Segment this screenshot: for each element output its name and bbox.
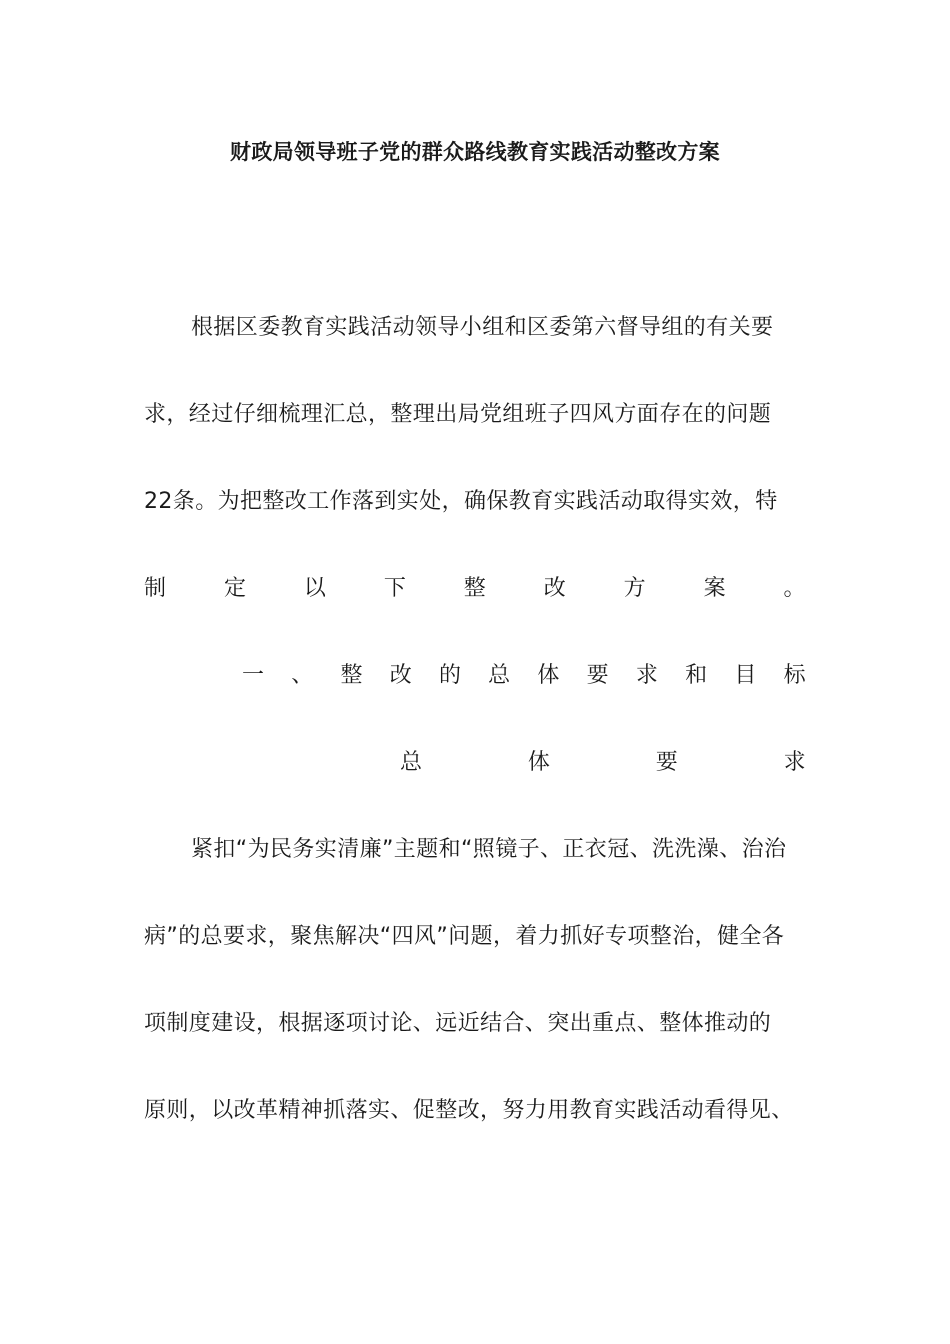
heading-char: 的 — [438, 663, 462, 688]
paragraph-1-line-1: 根据区委教育实践活动领导小组和区委第六督导组的有关要 — [191, 315, 774, 340]
justified-char: 制 — [144, 576, 167, 601]
paragraph-1-line-3: 22条。为把整改工作落到实处，确保教育实践活动取得实效，特 — [144, 489, 778, 514]
justified-char: 。 — [783, 576, 806, 601]
section-1-heading — [242, 661, 806, 691]
justified-char: 改 — [543, 576, 567, 601]
subheading-char: 总 — [400, 750, 423, 775]
heading-char: 改 — [389, 663, 413, 688]
justified-char: 下 — [383, 576, 407, 601]
heading-char: 整 — [340, 663, 363, 688]
paragraph-1-line-4 — [144, 574, 806, 604]
justified-char: 定 — [223, 576, 247, 601]
paragraph-1-line-2: 求，经过仔细梳理汇总，整理出局党组班子四风方面存在的问题 — [144, 402, 772, 427]
justified-char: 以 — [303, 576, 327, 601]
heading-char: 、 — [291, 663, 314, 688]
heading-char: 求 — [635, 663, 659, 688]
subheading-char: 要 — [655, 750, 679, 775]
subheading-overall-requirements — [400, 748, 806, 778]
heading-char: 总 — [488, 663, 511, 688]
paragraph-2-line-2: 病”的总要求，聚焦解决“四风”问题，着力抓好专项整治，健全各 — [144, 924, 785, 949]
justified-char: 方 — [623, 576, 647, 601]
paragraph-2-line-4: 原则，以改革精神抓落实、促整改，努力用教育实践活动看得见、 — [144, 1098, 794, 1123]
paragraph-2-line-3: 项制度建设，根据逐项讨论、远近结合、突出重点、整体推动的 — [144, 1011, 772, 1036]
heading-char: 体 — [537, 663, 560, 688]
subheading-char: 体 — [527, 750, 551, 775]
heading-char: 要 — [586, 663, 610, 688]
heading-char: 目 — [734, 663, 757, 688]
heading-char: 和 — [685, 663, 708, 688]
document-title: 财政局领导班子党的群众路线教育实践活动整改方案 — [230, 140, 720, 164]
justified-char: 整 — [463, 576, 487, 601]
paragraph-2-line-1: 紧扣“为民务实清廉”主题和“照镜子、正衣冠、洗洗澡、治治 — [191, 837, 787, 862]
heading-char: 一 — [242, 663, 265, 688]
heading-char: 标 — [783, 663, 806, 688]
subheading-char: 求 — [783, 750, 806, 775]
justified-char: 案 — [703, 576, 726, 601]
